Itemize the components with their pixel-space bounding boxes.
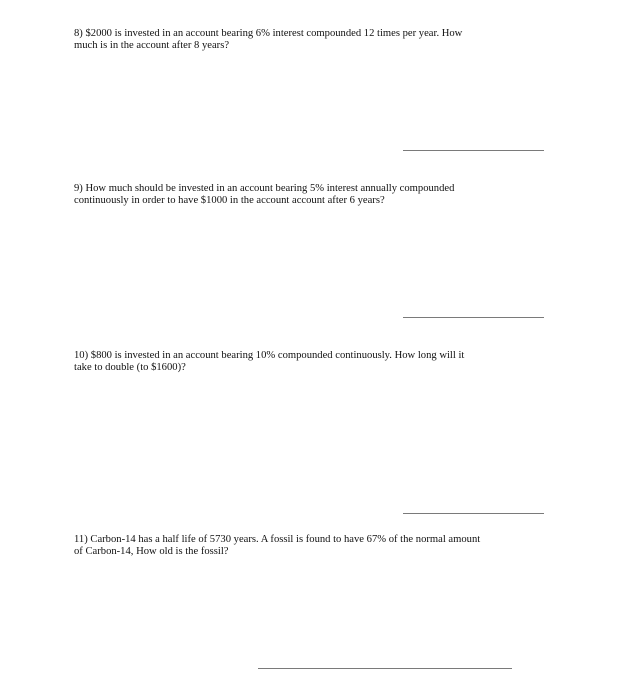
question-11-line-1: 11) Carbon-14 has a half life of 5730 years. A fossil is found to have 67% of the normal amount	[74, 534, 481, 545]
answer-line-11[interactable]	[258, 668, 512, 669]
question-10-line-2: take to double (to $1600)?	[74, 362, 186, 373]
question-9-line-1: 9) How much should be invested in an account bearing 5% interest annually compounded	[74, 183, 455, 194]
question-11-line-2: of Carbon-14, How old is the fossil?	[74, 546, 229, 557]
answer-line-10[interactable]	[403, 513, 544, 514]
question-8-line-1: 8) $2000 is invested in an account bearing 6% interest compounded 12 times per year. How	[74, 28, 463, 39]
question-9	[74, 183, 550, 207]
question-9-line-2: continuously in order to have $1000 in the account account after 6 years?	[74, 195, 385, 206]
answer-line-9[interactable]	[403, 317, 544, 318]
answer-line-8[interactable]	[403, 150, 544, 151]
question-8	[74, 28, 550, 52]
question-8-line-2: much is in the account after 8 years?	[74, 40, 230, 51]
question-10	[74, 350, 550, 374]
question-10-line-1: 10) $800 is invested in an account bearing 10% compounded continuously. How long will it	[74, 350, 465, 361]
question-11	[74, 534, 550, 558]
